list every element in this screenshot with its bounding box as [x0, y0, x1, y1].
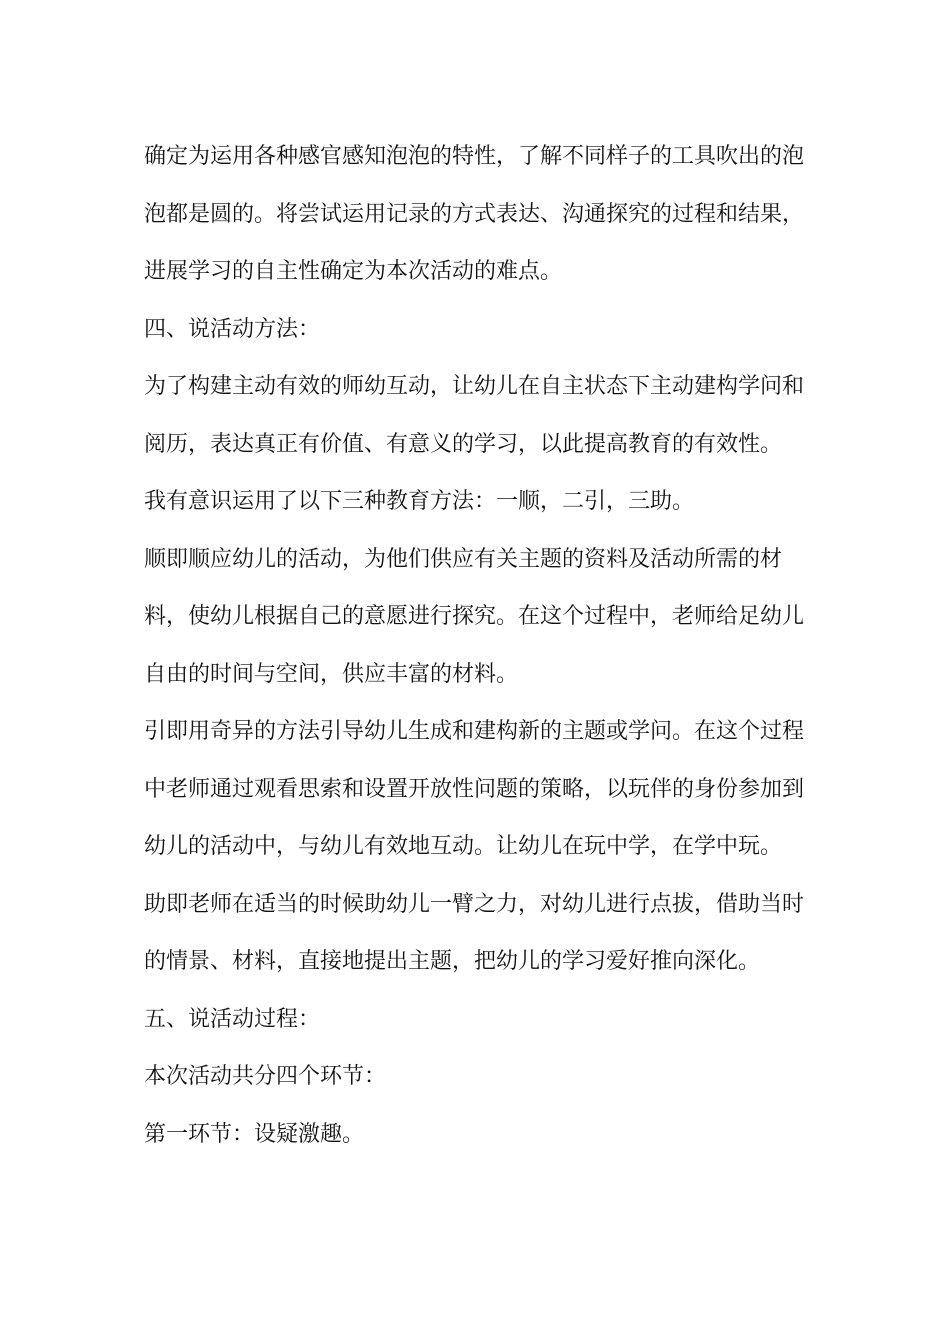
paragraph-method-zhu: 助即老师在适当的时候助幼儿一臂之力，对幼儿进行点拔，借助当时的情景、材料，直接地提出主题，把幼儿的学习爱好推向深化。: [144, 891, 805, 974]
heading-activity-methods: 四、说活动方法：: [144, 316, 321, 342]
paragraph-difficulty: 确定为运用各种感官感知泡泡的特性，了解不同样子的工具吹出的泡泡都是圆的。将尝试运用记录的方式表达、沟通探究的过程和结果，进展学习的自主性确定为本次活动的难点。: [144, 144, 805, 284]
heading-activity-process: 五、说活动过程：: [144, 1006, 321, 1032]
paragraph-methods-intro: 为了构建主动有效的师幼互动，让幼儿在自主状态下主动建构学问和阅历，表达真正有价值、有意义的学习，以此提高教育的有效性。: [144, 374, 805, 457]
paragraph-first-stage: 第一环节：设疑激趣。: [144, 1121, 365, 1147]
paragraph-method-yin: 引即用奇异的方法引导幼儿生成和建构新的主题或学问。在这个过程中老师通过观看思索和设置开放性问题的策略，以玩伴的身份参加到幼儿的活动中，与幼儿有效地互动。让幼儿在玩中学，在学中玩。: [144, 719, 805, 859]
paragraph-method-shun: 顺即顺应幼儿的活动，为他们供应有关主题的资料及活动所需的材料，使幼儿根据自己的意愿进行探究。在这个过程中，老师给足幼儿自由的时间与空间，供应丰富的材料。: [144, 546, 805, 687]
paragraph-process-overview: 本次活动共分四个环节：: [144, 1064, 387, 1089]
document-body: [144, 128, 824, 1163]
paragraph-three-methods: 我有意识运用了以下三种教育方法：一顺，二引，三助。: [144, 489, 695, 514]
